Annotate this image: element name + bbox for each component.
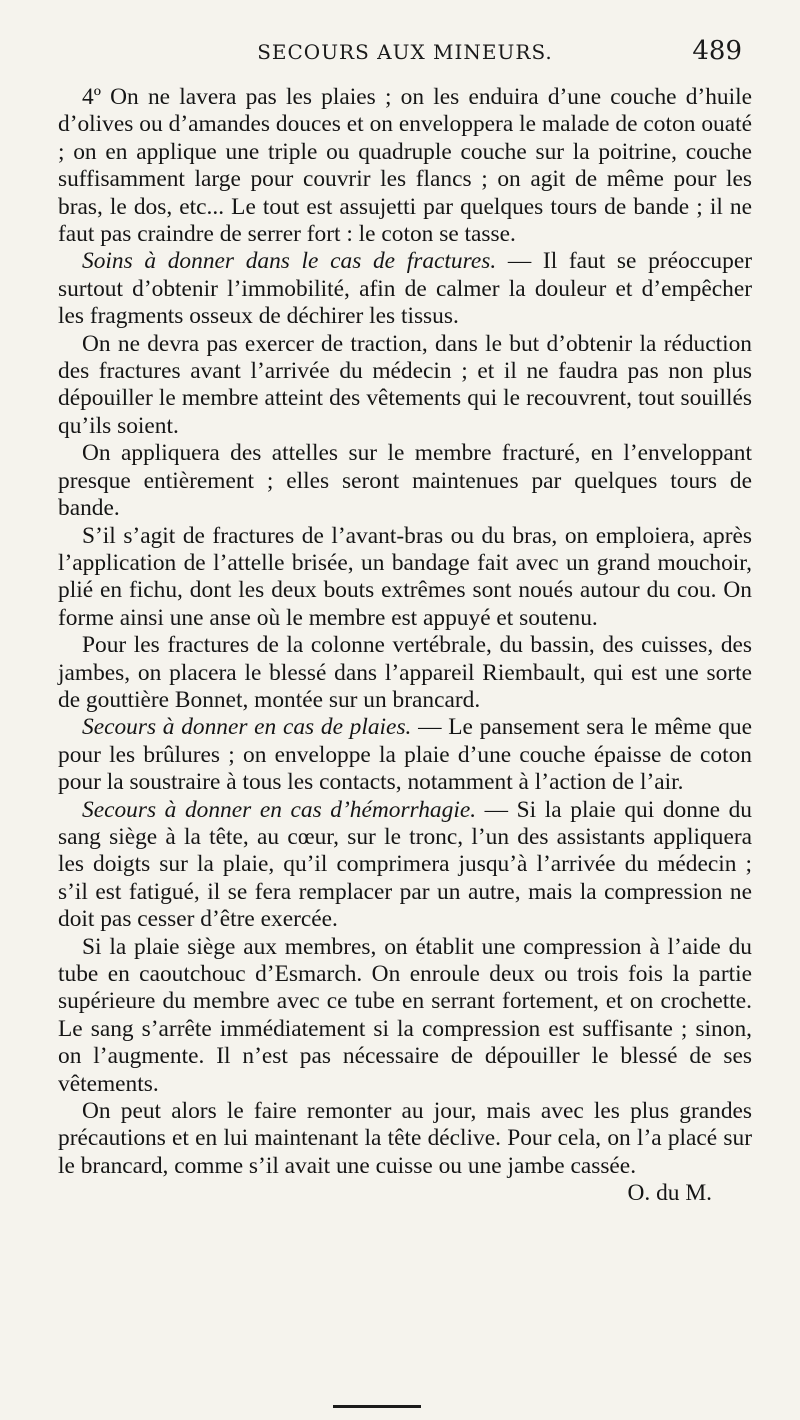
- paragraph-text: On peut alors le faire remonter au jour, mais avec les plus grandes précautions et en lui maintenant la tête déclive. Pour cela, on l’a placé sur le brancard, comme s’il avait une cuisse ou une jambe cassée.: [58, 1098, 752, 1179]
- paragraph-text: Pour les fractures de la colonne vertébrale, du bassin, des cuisses, des jambes, on placera le blessé dans l’appareil Riembault, qui est une sorte de gouttière Bonnet, montée sur un brancard.: [58, 632, 752, 713]
- paragraph: [58, 1098, 752, 1180]
- paragraph-text: — Il faut se préoccuper surtout d’obtenir l’immobilité, afin de calmer la douleur et d’empêcher les fragments osseux de déchirer les tissus.: [58, 248, 752, 330]
- running-title: SECOURS AUX MINEURS.: [257, 40, 553, 64]
- paragraph: [58, 797, 752, 934]
- author-signature: O. du M.: [627, 1180, 712, 1207]
- page-header: [60, 36, 750, 76]
- body-text: [58, 84, 752, 1207]
- paragraph: [58, 714, 752, 796]
- signature-line: [58, 1180, 752, 1207]
- paragraph-text: — Le pansement sera le même que pour les brûlures ; on enveloppe la plaie d’une couche épaisse de coton pour la soustraire à tous les contacts, notamment à l’action de l’air.: [58, 714, 752, 796]
- paragraph-text: On appliquera des attelles sur le membre fracturé, en l’enveloppant presque entièrement ; elles seront maintenues par quelques tours de bande.: [58, 440, 752, 522]
- section-heading-hemorrhagie: Secours à donner en cas d’hémorrhagie.: [82, 796, 477, 823]
- paragraph-text: 4º On ne lavera pas les plaies ; on les enduira d’une couche d’huile d’olives ou d’amandes douces et on enveloppera le malade de coton ouaté ; on en applique une triple ou quadruple couche sur la poitrine, couche suffisamment large pour couvrir les flancs ; on agit de même pour les bras, le dos, etc... Le tout est assujetti par quelques tours de bande ; il ne faut pas craindre de serrer fort : le coton se tasse.: [58, 84, 752, 248]
- paragraph: [58, 632, 752, 714]
- page-number: 489: [692, 36, 742, 66]
- section-heading-fractures: Soins à donner dans le cas de fractures.: [82, 248, 497, 275]
- paragraph: [58, 331, 752, 441]
- section-heading-plaies: Secours à donner en cas de plaies.: [82, 714, 412, 741]
- end-rule: [333, 1405, 421, 1408]
- paragraph: [58, 934, 752, 1098]
- paragraph: [58, 84, 752, 248]
- paragraph-text: On ne devra pas exercer de traction, dans le but d’obtenir la réduction des fractures avant l’arrivée du médecin ; et il ne faudra pas non plus dépouiller le membre atteint des vêtements qui le recouvrent, tout souillés qu’ils soient.: [58, 330, 752, 439]
- paragraph: [58, 440, 752, 522]
- paragraph-text: S’il s’agit de fractures de l’avant-bras ou du bras, on emploiera, après l’application de l’attelle brisée, un bandage fait avec un grand mouchoir, plié en fichu, dont les deux bouts extrêmes sont noués autour du cou. On forme ainsi une anse où le membre est appuyé et soutenu.: [58, 522, 752, 631]
- paragraph: [58, 523, 752, 633]
- paragraph: [58, 248, 752, 330]
- paragraph-text: Si la plaie siège aux membres, on établit une compression à l’aide du tube en caoutchouc d’Esmarch. On enroule deux ou trois fois la partie supérieure du membre avec ce tube en serrant fortement, et on crochette. Le sang s’arrête immédiatement si la compression est suffisante ; sinon, on l’augmente. Il n’est pas nécessaire de dépouiller le blessé de ses vêtements.: [58, 933, 752, 1097]
- paragraph-text: — Si la plaie qui donne du sang siège à la tête, au cœur, sur le tronc, l’un des assistants appliquera les doigts sur la plaie, qu’il comprimera jusqu’à l’arrivée du médecin ; s’il est fatigué, il se fera remplacer par un autre, mais la compression ne doit pas cesser d’être exercée.: [58, 796, 752, 933]
